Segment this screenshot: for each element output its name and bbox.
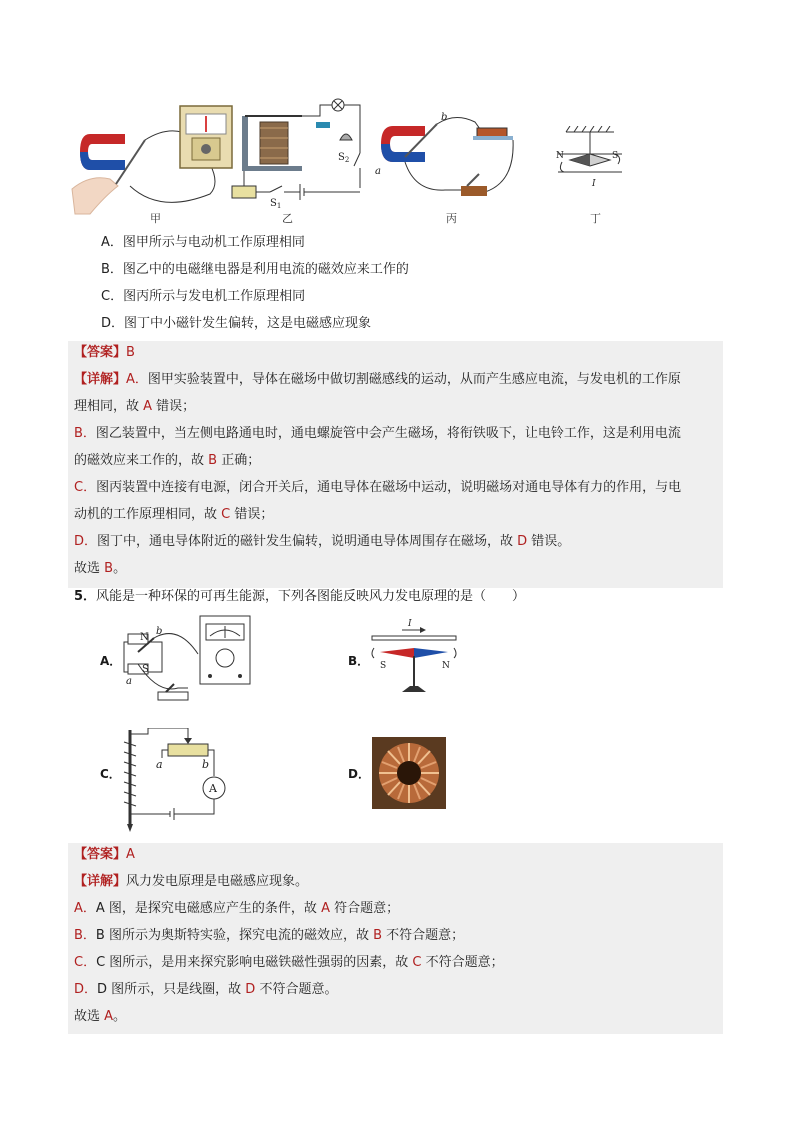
choice-d-label: D． (348, 767, 370, 781)
svg-text:S2 (338, 152, 349, 164)
prev-detail-a-line1: 【详解】A．图甲实验装置中，导体在磁场中做切割磁感线的运动，从而产生感应电流，与发电机的工作原 (74, 372, 681, 387)
label-s1: S (270, 198, 277, 209)
figure-row-previous-question (70, 98, 630, 228)
prev-detail-b-line2: 的磁效应来工作的，故 B 正确； (74, 453, 261, 468)
choice-a-diagram (118, 614, 258, 706)
figure-jia-diagram (70, 104, 240, 216)
q5-conclusion: 故选 A。 (74, 1009, 127, 1024)
q5-detail-intro: 【详解】风力发电原理是电磁感应现象。 (74, 874, 309, 889)
choice-a-b-label: b (156, 626, 163, 637)
label-current: I (592, 179, 596, 189)
prev-detail-d-line: D．图丁中，通电导体附近的磁针发生偏转，说明通电导体周围存在磁场，故 D 错误。 (74, 534, 571, 549)
choice-a-a-label: a (126, 676, 132, 687)
prev-detail-b-line1: B．图乙装置中，当左侧电路通电时，通电螺旋管中会产生磁场，将衔铁吸下，让电铃工作，这是利用电流 (74, 426, 681, 441)
choice-a-s-label: S (142, 664, 149, 675)
choice-a-n-label: N (140, 632, 149, 643)
label-n: N (556, 151, 564, 161)
choice-c-b-label: b (202, 758, 210, 771)
prev-option-a: A．图甲所示与电动机工作原理相同 (101, 235, 305, 250)
choice-d-coil-photo (372, 737, 446, 809)
prev-option-c: C．图丙所示与发电机工作原理相同 (101, 289, 306, 304)
label-s1-sub: 1 (276, 202, 282, 210)
choice-b-i-label: I (408, 619, 412, 629)
label-s2: S (338, 152, 345, 163)
q5-detail-d: D．D 图所示，只是线圈，故 D 不符合题意。 (74, 982, 338, 997)
question-5-stem: 5．风能是一种环保的可再生能源，下列各图能反映风力发电原理的是（ ） (74, 589, 526, 604)
prev-option-d: D．图丁中小磁针发生偏转，这是电磁感应现象 (101, 316, 372, 331)
choice-b-diagram (368, 616, 460, 708)
q5-answer-line: 【答案】A (74, 847, 135, 862)
figure-caption-jia: 甲 (150, 212, 161, 225)
label-b: b (441, 112, 448, 123)
choice-c-a-label: a (156, 758, 163, 771)
figure-caption-ding: 丁 (590, 212, 601, 225)
label-a: a (375, 166, 381, 177)
label-s2-sub: 2 (344, 156, 350, 164)
prev-detail-c-line2: 动机的工作原理相同，故 C 错误； (74, 507, 274, 522)
q5-detail-a: A．A 图，是探究电磁感应产生的条件，故 A 符合题意； (74, 901, 400, 916)
choice-a-label: A． (100, 654, 122, 668)
prev-conclusion: 故选 B。 (74, 561, 127, 576)
prev-answer-line: 【答案】B (74, 345, 135, 360)
choice-b-label: B． (348, 654, 370, 668)
choice-b-n-label: N (442, 661, 450, 671)
q5-detail-b: B．B 图所示为奥斯特实验，探究电流的磁效应，故 B 不符合题意； (74, 928, 465, 943)
prev-detail-a-line2: 理相同，故 A 错误； (74, 399, 196, 414)
figure-caption-bing: 丙 (446, 212, 457, 225)
figure-caption-yi: 乙 (282, 212, 293, 225)
q5-detail-c: C．C 图所示，是用来探究影响电磁铁磁性强弱的因素，故 C 不符合题意； (74, 955, 504, 970)
prev-option-b: B．图乙中的电磁继电器是利用电流的磁效应来工作的 (101, 262, 409, 277)
choice-b-s-label: S (380, 661, 387, 671)
label-s: S (612, 151, 619, 161)
figure-bing-diagram (375, 112, 520, 212)
choice-c-meter-label: A (209, 782, 217, 795)
figure-ding-diagram (554, 126, 634, 196)
prev-detail-c-line1: C．图丙装置中连接有电源，闭合开关后，通电导体在磁场中运动，说明磁场对通电导体有力的作用，与电 (74, 480, 682, 495)
svg-text:S1 (270, 198, 281, 210)
figure-yi-diagram (230, 98, 375, 210)
choice-c-label: C． (100, 767, 121, 781)
choice-c-diagram (118, 728, 238, 832)
